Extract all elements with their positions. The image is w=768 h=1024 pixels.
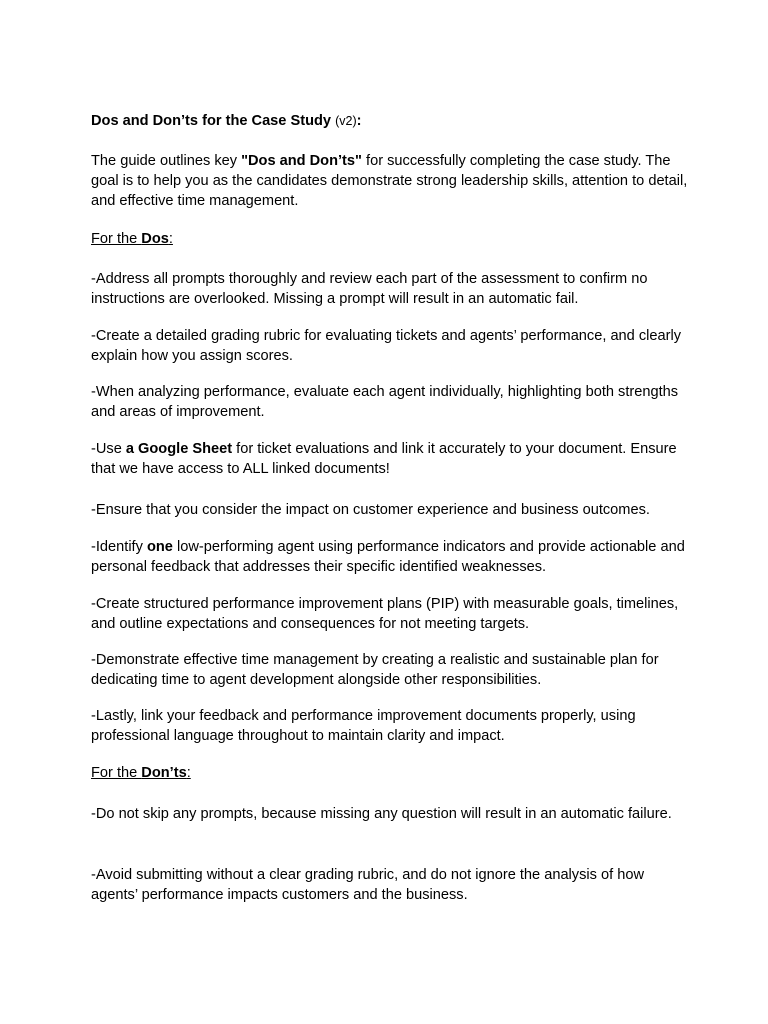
intro-part2: for successfully completing the case study. The goal is to help you as the candidates demonstrate strong leadership skills, attention to detail, and effective time management. [91,153,688,209]
dos-heading-bold: Dos [141,231,169,247]
donts-item-1: -Do not skip any prompts, because missing any question will result in an automatic failure. [91,806,672,822]
intro-paragraph [91,151,691,211]
donts-heading [91,763,191,783]
donts-item-2: -Avoid submitting without a clear grading rubric, and do not ignore the analysis of how agents’ performance impacts customers and the business. [91,867,644,903]
dos-item-8: -Demonstrate effective time management by creating a realistic and sustainable plan for dedicating time to agent development alongside other responsibilities. [91,652,659,688]
intro-part1: The guide outlines key [91,153,242,169]
donts-heading-bold: Don’ts [141,765,187,781]
dos-item-6-bold: one [146,539,173,555]
dos-item-4-bold: a Google Sheet [125,441,233,457]
donts-heading-prefix: For the [91,765,142,781]
dos-item-9: -Lastly, link your feedback and performance improvement documents properly, using professional language throughout to maintain clarity and impact. [91,708,636,744]
title-text: Dos and Don’ts for the Case Study [91,113,332,129]
dos-heading [91,229,173,249]
dos-item-4 [91,439,691,479]
intro-quoted: "Dos and Don’ts" [241,153,362,169]
dos-item-3: -When analyzing performance, evaluate each agent individually, highlighting both strengths and areas of improvement. [91,384,679,420]
donts-heading-suffix: : [186,765,191,781]
dos-item-6-post: low-performing agent using performance indicators and provide actionable and personal feedback that addresses their specific identified weaknesses. [91,539,685,575]
version-label: (v2) [335,114,357,128]
dos-heading-prefix: For the [91,231,142,247]
dos-item-4-post: for ticket evaluations and link it accurately to your document. Ensure that we have access to ALL linked documents! [91,441,677,477]
dos-heading-suffix: : [168,231,173,247]
dos-item-1: -Address all prompts thoroughly and review each part of the assessment to confirm no instructions are overlooked. Missing a prompt will result in an automatic fail. [91,271,648,307]
dos-item-4-pre: -Use [91,441,126,457]
dos-item-6-pre: -Identify [91,539,147,555]
dos-item-2: -Create a detailed grading rubric for evaluating tickets and agents’ performance, and clearly explain how you assign scores. [91,328,682,364]
dos-item-6 [91,537,691,577]
dos-item-5: -Ensure that you consider the impact on customer experience and business outcomes. [91,502,650,518]
title-colon: : [356,113,362,129]
document-title [91,111,361,131]
dos-item-7: -Create structured performance improvement plans (PIP) with measurable goals, timelines, and outline expectations and consequences for not meeting targets. [91,596,679,632]
